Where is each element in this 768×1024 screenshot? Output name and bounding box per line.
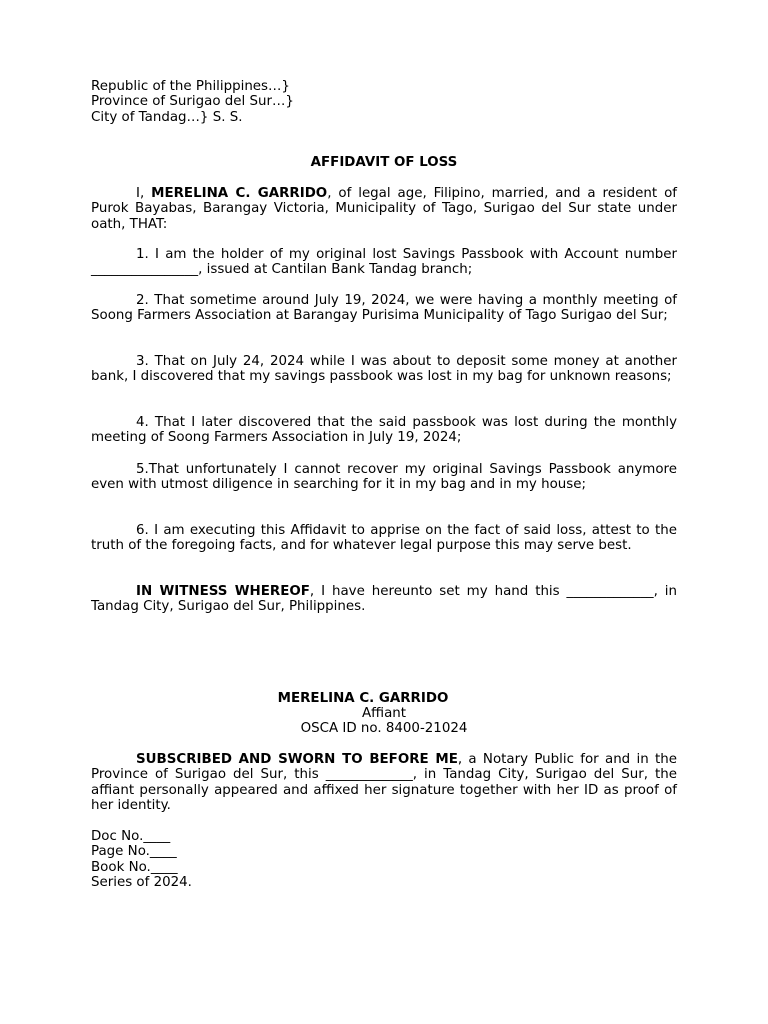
witness-paragraph <box>91 584 677 615</box>
notary-doc-info <box>91 829 391 890</box>
item-6: 6. I am executing this Affidavit to apprise on the fact of said loss, attest to the truth of the foregoing facts, and for whatever legal purpose this may serve best. <box>91 523 677 554</box>
witness-heading: IN WITNESS WHEREOF <box>136 584 310 599</box>
venue-line-province: Province of Surigao del Sur…} <box>91 94 294 110</box>
affiant-id: OSCA ID no. 8400-21024 <box>300 721 468 736</box>
doc-number: Doc No.____ <box>91 829 171 844</box>
item-5: 5.That unfortunately I cannot recover my original Savings Passbook anymore even with utmost diligence in searching for it in my bag and in my house; <box>91 462 677 493</box>
item-2: 2. That sometime around July 19, 2024, we were having a monthly meeting of Soong Farmers Association at Barangay Purisima Municipality of Tago Surigao del Sur; <box>91 293 677 324</box>
page-number: Page No.____ <box>91 844 177 860</box>
intro-prefix: I, <box>136 186 152 201</box>
jurat-heading: SUBSCRIBED AND SWORN TO BEFORE ME <box>136 752 458 767</box>
signature-id <box>91 721 677 736</box>
venue-line-city: City of Tandag…} S. S. <box>91 109 243 125</box>
signature-role <box>91 706 677 721</box>
item-1: 1. I am the holder of my original lost Savings Passbook with Account number ________________, issued at Cantilan Bank Tandag branch; <box>91 247 677 278</box>
document-title: AFFIDAVIT OF LOSS <box>310 155 458 170</box>
intro-text: , of legal age, Filipino, married, and a resident of Purok Bayabas, Barangay Victoria, Municipality of Tago, Surigao del Sur state under oath, THAT: <box>91 186 677 232</box>
venue-block <box>91 79 681 125</box>
venue-line-republic: Republic of the Philippines…} <box>91 79 290 94</box>
item-4: 4. That I later discovered that the said passbook was lost during the monthly meeting of Soong Farmers Association in July 19, 2024; <box>91 415 677 446</box>
book-number: Book No.____ <box>91 859 178 875</box>
jurat-text: , a Notary Public for and in the Province of Surigao del Sur, this _____________, in Tandag City, Surigao del Sur, the affiant personally appeared and affixed her signature together with her ID as proof of her identity. <box>91 752 677 813</box>
affiant-role: Affiant <box>361 706 407 721</box>
jurat-paragraph <box>91 752 677 813</box>
series-year: Series of 2024. <box>91 874 192 890</box>
affiant-name: MERELINA C. GARRIDO <box>277 691 449 706</box>
signature-name <box>91 691 635 706</box>
intro-paragraph <box>91 186 677 232</box>
item-3: 3. That on July 24, 2024 while I was about to deposit some money at another bank, I discovered that my savings passbook was lost in my bag for unknown reasons; <box>91 354 677 385</box>
affiant-name-intro: MERELINA C. GARRIDO <box>151 186 328 201</box>
witness-text: , I have hereunto set my hand this _____________, in Tandag City, Surigao del Sur, Philippines. <box>91 584 677 615</box>
